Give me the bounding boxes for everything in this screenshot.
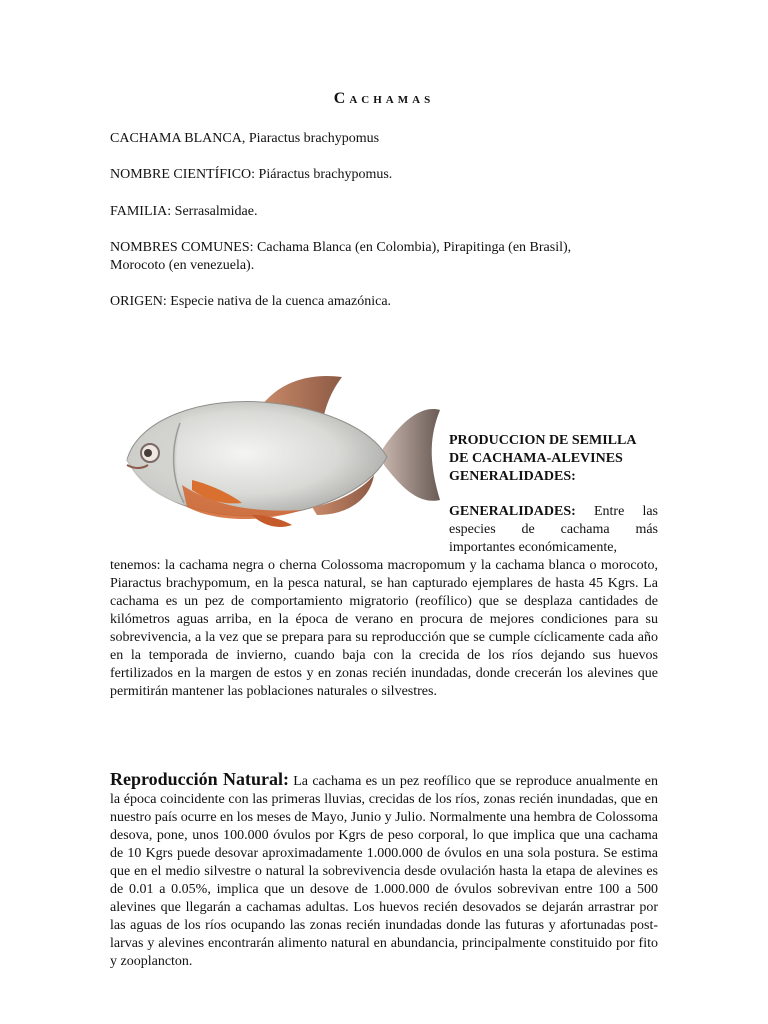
reproduccion-heading: Reproducción Natural: <box>110 769 289 789</box>
species-line <box>110 130 379 148</box>
side-heading-2: DE CACHAMA-ALEVINES <box>449 451 623 466</box>
fish-image <box>112 365 447 545</box>
reproduccion-text: La cachama es un pez reofílico que se reproduce anualmente en la época coincidente con las primeras lluvias, crecidas de los ríos, zonas recién inundadas, que en nuestro país ocurre en los meses de Mayo, Junio y Julio. Normalmente una hembra de Colossoma desova, pone, unos 100.000 óvulos por Kgrs de peso corporal, lo que implica que una cachama de 10 Kgrs puede desovar aproximadamente 1.000.000 de óvulos en una sola postura. Se estima que en el medio silvestre o natural la sobrevivencia desde ovulación hasta la etapa de alevines es de 0.01 a 0.05%, implica que un desove de 1.000.000 de óvulos sobrevivan entre 100 a 500 alevines que llegarán a cachamas adultas. Los huevos recién desovados se dejarán arrastrar por las aguas de los ríos ocupando las zonas recién inundadas donde las futuras y afortunadas post-larvas y alevines encontrarán alimento natural en abundancia, principalmente constituido por fito y zooplancton. <box>110 774 658 969</box>
scientific-name-line: NOMBRE CIENTÍFICO: Piáractus brachypomus. <box>110 167 393 182</box>
species-text: CACHAMA BLANCA, Piaractus brachypomus <box>110 131 380 146</box>
common-names-line-1: NOMBRES COMUNES: Cachama Blanca (en Colombia), Pirapitinga (en Brasil), <box>110 240 572 255</box>
origin-line: ORIGEN: Especie nativa de la cuenca amazónica. <box>110 294 392 309</box>
page-title: Cachamas <box>333 90 435 107</box>
generalidades-intro <box>449 503 658 557</box>
reproduccion-paragraph <box>110 770 658 971</box>
generalidades-paragraph: tenemos: la cachama negra o cherna Colossoma macropomum y la cachama blanca o morocoto, Piaractus brachypomum, en la pesca natural, se han capturado ejemplares de hasta 45 Kgrs. La cachama es un pez de comportamiento migratorio (reofílico) que se desplaza cantidades de kilómetros aguas arriba, en la época de verano en procura de mejores condiciones para su sobrevivencia, a la vez que se prepara para su reproducción que se cumple cíclicamente cada año en la temporada de invierno, cuando baja con la crecida de los ríos dejando sus huevos fertilizados en la margen de estos y en zonas recién inundadas, donde crecerán los alevines que permitirán mantener las poblaciones naturales o silvestres. <box>110 558 658 699</box>
generalidades-label: GENERALIDADES: <box>449 504 576 519</box>
side-heading-1: PRODUCCION DE SEMILLA <box>449 433 637 448</box>
common-names-line-2: Morocoto (en venezuela). <box>110 258 255 273</box>
side-heading-3: GENERALIDADES: <box>449 469 576 484</box>
generalidades-text: Entre las especies de cachama más importantes económicamente, <box>449 504 658 555</box>
family-line: FAMILIA: Serrasalmidae. <box>110 204 258 219</box>
